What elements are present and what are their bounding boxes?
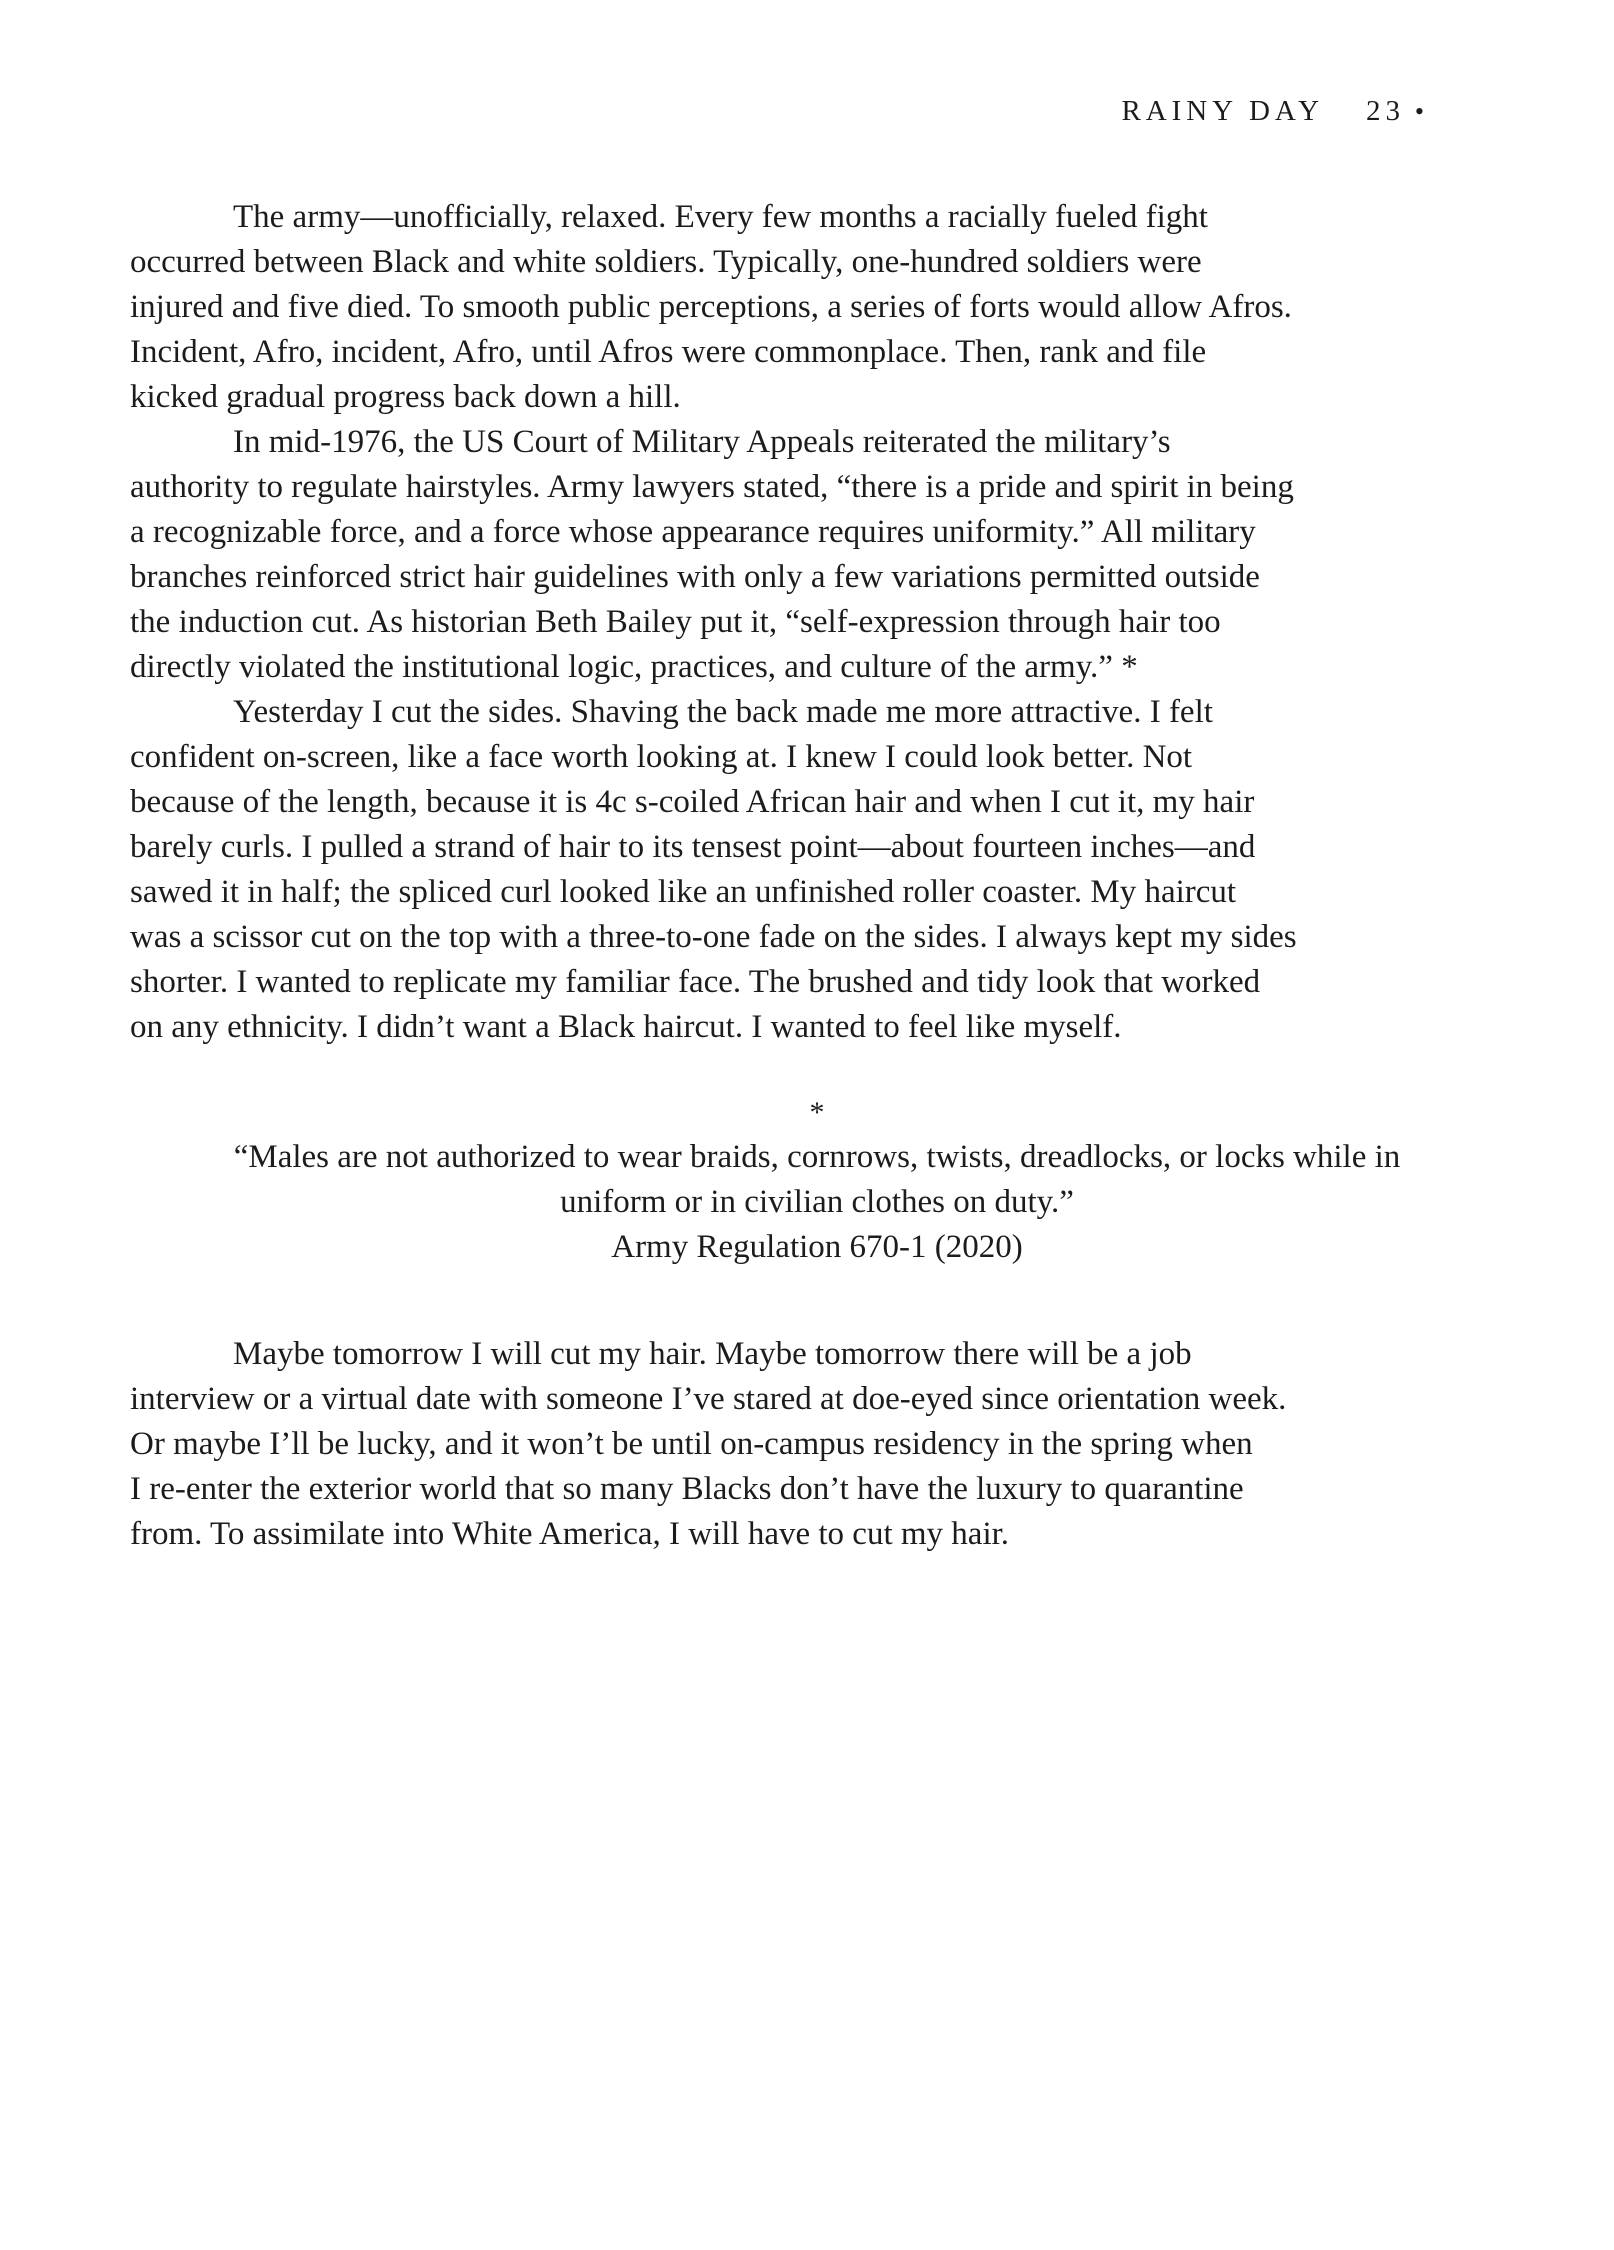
text-line: the induction cut. As historian Beth Bailey put it, “self-expression through hair too — [130, 604, 1221, 640]
text-line: on any ethnicity. I didn’t want a Black haircut. I wanted to feel like myself. — [130, 1009, 1122, 1045]
bullet-glyph: • — [1414, 97, 1424, 126]
text-line: branches reinforced strict hair guidelines with only a few variations permitted outside — [130, 559, 1260, 595]
text-line: Incident, Afro, incident, Afro, until Afros were commonplace. Then, rank and file — [130, 334, 1207, 370]
body-text — [0, 195, 1614, 1050]
footnote-quote — [130, 1135, 1504, 1225]
paragraph-3 — [130, 690, 1504, 1050]
text-line: Yesterday I cut the sides. Shaving the back made me more attractive. I felt — [233, 694, 1213, 730]
chapter-title: RAINY DAY — [1121, 95, 1325, 127]
text-line: uniform or in civilian clothes on duty.” — [560, 1184, 1074, 1220]
footnote-block — [0, 1090, 1614, 1270]
text-line: Or maybe I’ll be lucky, and it won’t be until on-campus residency in the spring when — [130, 1426, 1253, 1462]
text-line: interview or a virtual date with someone I’ve stared at doe-eyed since orientation week. — [130, 1381, 1287, 1417]
running-head — [0, 95, 1614, 133]
text-line: sawed it in half; the spliced curl looked like an unfinished roller coaster. My haircut — [130, 874, 1237, 910]
text-line: injured and five died. To smooth public perceptions, a series of forts would allow Afros. — [130, 289, 1292, 325]
text-line: I re-enter the exterior world that so many Blacks don’t have the luxury to quarantine — [130, 1471, 1244, 1507]
text-line: occurred between Black and white soldiers. Typically, one-hundred soldiers were — [130, 244, 1202, 280]
text-line: “Males are not authorized to wear braids, cornrows, twists, dreadlocks, or locks while in — [233, 1139, 1401, 1175]
text-line: In mid-1976, the US Court of Military Appeals reiterated the military’s — [233, 424, 1171, 460]
closing-text — [0, 1332, 1614, 1557]
closing-paragraph — [130, 1332, 1504, 1557]
text-line: from. To assimilate into White America, I will have to cut my hair. — [130, 1516, 1010, 1552]
text-line: Maybe tomorrow I will cut my hair. Maybe tomorrow there will be a job — [233, 1336, 1192, 1372]
page-number: 23 — [1366, 95, 1405, 127]
text-line: The army—unofficially, relaxed. Every few months a racially fueled fight — [233, 199, 1208, 235]
text-line: confident on-screen, like a face worth looking at. I knew I could look better. Not — [130, 739, 1193, 775]
text-line: directly violated the institutional logic, practices, and culture of the army.” * — [130, 649, 1138, 685]
paragraph-2 — [130, 420, 1504, 690]
paragraph-1 — [130, 195, 1504, 420]
text-line: kicked gradual progress back down a hill. — [130, 379, 681, 415]
footnote-attribution: Army Regulation 670-1 (2020) — [611, 1229, 1023, 1265]
text-line: authority to regulate hairstyles. Army lawyers stated, “there is a pride and spirit in being — [130, 469, 1294, 505]
footnote-marker: * — [809, 1096, 825, 1129]
text-line: was a scissor cut on the top with a three-to-one fade on the sides. I always kept my sides — [130, 919, 1297, 955]
text-line: shorter. I wanted to replicate my familiar face. The brushed and tidy look that worked — [130, 964, 1261, 1000]
text-line: because of the length, because it is 4c s-coiled African hair and when I cut it, my hair — [130, 784, 1255, 820]
text-line: barely curls. I pulled a strand of hair to its tensest point—about fourteen inches—and — [130, 829, 1256, 865]
text-line: a recognizable force, and a force whose appearance requires uniformity.” All military — [130, 514, 1256, 550]
